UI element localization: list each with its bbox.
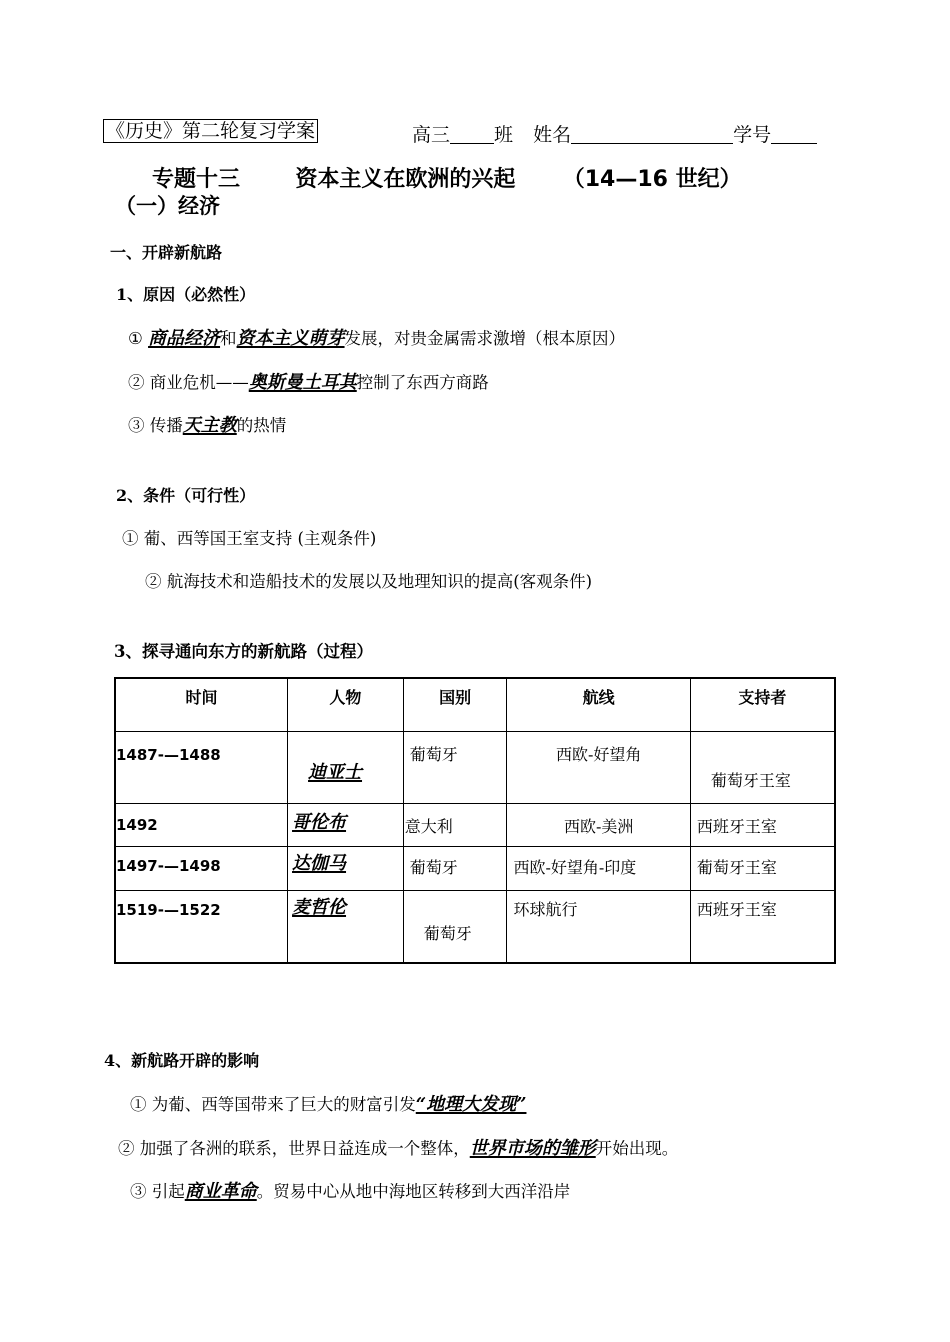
answer-catholicism: 天主教 bbox=[182, 415, 237, 436]
answer-capitalism-sprout: 资本主义萌芽 bbox=[236, 328, 345, 349]
table-row bbox=[115, 804, 835, 847]
cell-country: 葡萄牙 bbox=[403, 847, 507, 891]
cause-item-3: ③ 传播天主教的热情 bbox=[128, 415, 287, 436]
col-header-route: 航线 bbox=[507, 678, 690, 732]
cell-time: 1497-—1498 bbox=[115, 847, 288, 891]
cell-country: 葡萄牙 bbox=[403, 732, 507, 804]
cause-item-1: ① 商品经济和资本主义萌芽发展，对贵金属需求激增（根本原因） bbox=[128, 328, 626, 349]
worksheet-header bbox=[103, 120, 318, 142]
cell-time: 1519-—1522 bbox=[115, 891, 288, 963]
impact-item-2: ② 加强了各洲的联系，世界日益连成一个整体，世界市场的雏形开始出现。 bbox=[118, 1138, 679, 1159]
answer-commodity-economy: 商品经济 bbox=[148, 328, 221, 349]
section-subtitle: （一）经济 bbox=[115, 194, 220, 218]
cell-route: 环球航行 bbox=[507, 891, 690, 963]
answer-commercial-revolution: 商业革命 bbox=[184, 1181, 257, 1202]
col-header-time: 时间 bbox=[115, 678, 288, 732]
page-title bbox=[152, 162, 742, 193]
title-topic: 专题十三 bbox=[152, 167, 241, 192]
table-row bbox=[115, 732, 835, 804]
answer-world-market: 世界市场的雏形 bbox=[469, 1138, 596, 1159]
cell-person: 麦哲伦 bbox=[288, 891, 404, 963]
col-header-person: 人物 bbox=[288, 678, 404, 732]
cell-sponsor: 葡萄牙王室 bbox=[690, 732, 835, 804]
cell-country: 意大利 bbox=[403, 804, 507, 847]
impact-item-1: ① 为葡、西等国带来了巨大的财富引发“地理大发现” bbox=[130, 1094, 527, 1115]
causes-heading: 1、原因（必然性） bbox=[116, 285, 256, 304]
cell-route: 西欧-好望角 bbox=[507, 732, 690, 804]
study-label: 《历史》第二轮复习学案 bbox=[103, 119, 318, 143]
number-blank[interactable] bbox=[771, 125, 817, 144]
title-period: （14—16 世纪） bbox=[562, 167, 742, 192]
student-info bbox=[412, 120, 817, 147]
cell-route: 西欧-好望角-印度 bbox=[507, 847, 690, 891]
cause-item-2: ② 商业危机——奥斯曼土耳其控制了东西方商路 bbox=[128, 372, 489, 393]
number-label: 学号 bbox=[733, 124, 772, 146]
title-theme: 资本主义在欧洲的兴起 bbox=[295, 167, 516, 192]
cell-person: 达伽马 bbox=[288, 847, 404, 891]
conditions-heading: 2、条件（可行性） bbox=[116, 486, 256, 505]
name-label: 姓名 bbox=[533, 124, 572, 146]
cell-person: 哥伦布 bbox=[288, 804, 404, 847]
cell-person: 迪亚士 bbox=[288, 732, 404, 804]
impact-heading: 4、新航路开辟的影响 bbox=[104, 1051, 260, 1070]
class-blank[interactable] bbox=[450, 125, 494, 144]
name-blank[interactable] bbox=[571, 125, 733, 144]
condition-item-2: ② 航海技术和造船技术的发展以及地理知识的提高(客观条件) bbox=[145, 572, 593, 591]
grade-label: 高三 bbox=[412, 124, 451, 146]
answer-ottoman: 奥斯曼土耳其 bbox=[248, 372, 357, 393]
cell-time: 1487-—1488 bbox=[115, 732, 288, 804]
impact-item-3: ③ 引起商业革命。贸易中心从地中海地区转移到大西洋沿岸 bbox=[130, 1181, 571, 1202]
answer-geographic-discovery: “地理大发现” bbox=[415, 1094, 527, 1115]
table-header-row bbox=[115, 678, 835, 732]
condition-item-1: ① 葡、西等国王室支持 (主观条件) bbox=[122, 529, 377, 548]
table-row bbox=[115, 891, 835, 963]
process-heading: 3、探寻通向东方的新航路（过程） bbox=[114, 642, 373, 661]
voyages-table bbox=[114, 677, 836, 964]
col-header-country: 国别 bbox=[403, 678, 507, 732]
cell-time: 1492 bbox=[115, 804, 288, 847]
cell-country: 葡萄牙 bbox=[403, 891, 507, 963]
cell-sponsor: 西班牙王室 bbox=[690, 891, 835, 963]
table-row bbox=[115, 847, 835, 891]
cell-sponsor: 西班牙王室 bbox=[690, 804, 835, 847]
cell-route: 西欧-美洲 bbox=[507, 804, 690, 847]
col-header-sponsor: 支持者 bbox=[690, 678, 835, 732]
section-heading: 一、开辟新航路 bbox=[110, 243, 223, 262]
cell-sponsor: 葡萄牙王室 bbox=[690, 847, 835, 891]
class-label: 班 bbox=[494, 124, 514, 146]
